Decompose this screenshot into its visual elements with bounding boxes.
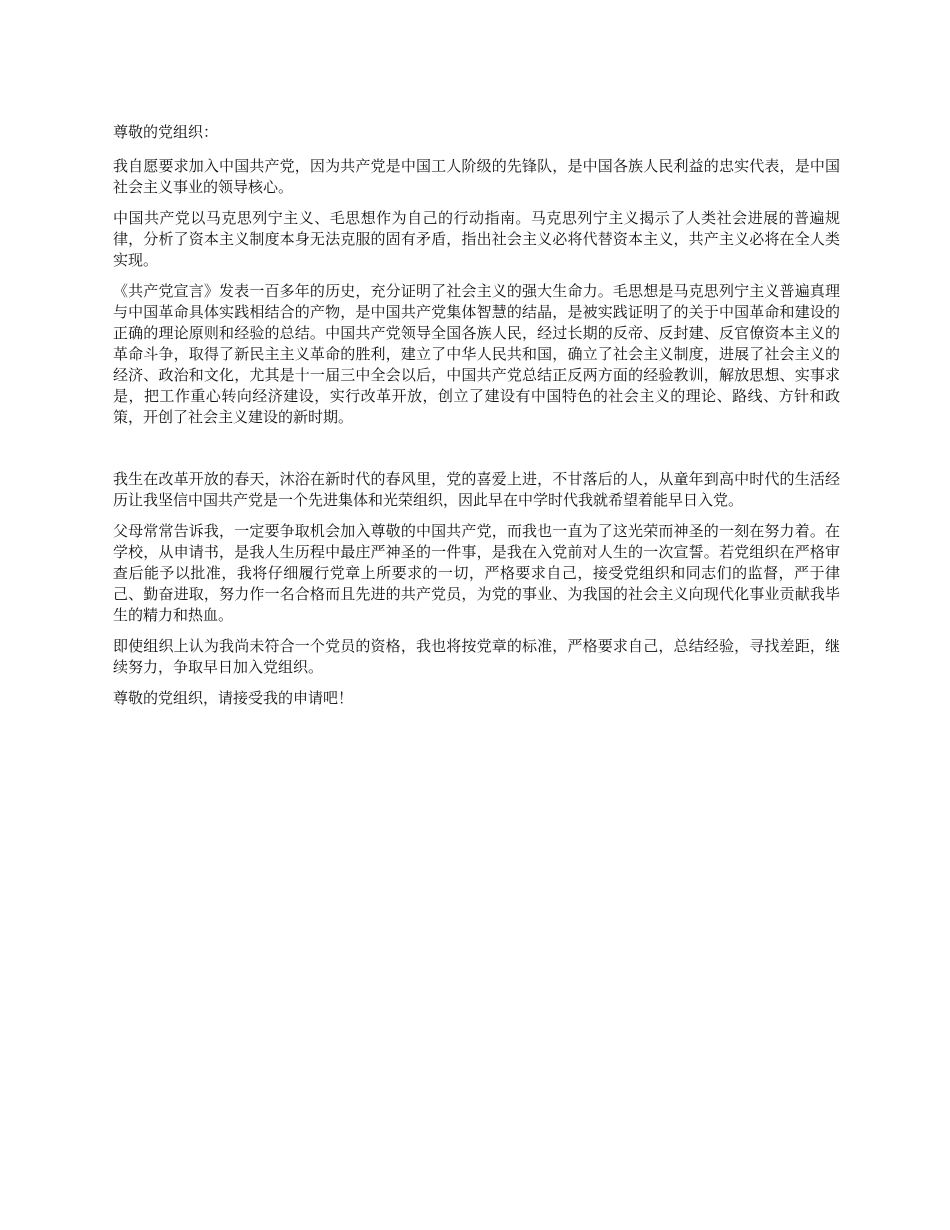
paragraph-5: 父母常常告诉我，一定要争取机会加入尊敬的中国共产党，而我也一直为了这光荣而神圣的一刻在努力着。在学校，从申请书，是我人生历程中最庄严神圣的一件事，是我在入党前对人生的一次宣誓。若党组织在严格审查后能予以批准，我将仔细履行党章上所要求的一切，严格要求自己，接受党组织和同志们的监督，严于律己、勤奋进取，努力作一名合格而且先进的共产党员，为党的事业、为我国的社会主义向现代化事业贡献我毕生的精力和热血。 xyxy=(113,522,840,624)
closing-line: 尊敬的党组织，请接受我的申请吧！ xyxy=(113,689,354,707)
paragraph-3: 《共产党宣言》发表一百多年的历史，充分证明了社会主义的强大生命力。毛思想是马克思列宁主义普遍真理与中国革命具体实践相结合的产物，是中国共产党集体智慧的结晶，是被实践证明了的关于中国革命和建设的正确的理论原则和经验的总结。中国共产党领导全国各族人民，经过长期的反帝、反封建、反官僚资本主义的革命斗争，取得了新民主主义革命的胜利，建立了中华人民共和国，确立了社会主义制度，进展了社会主义的经济、政治和文化，尤其是十一届三中全会以后，中国共产党总结正反两方面的经验教训，解放思想、实事求是，把工作重心转向经济建设，实行改革开放，创立了建设有中国特色的社会主义的理论、路线、方针和政策，开创了社会主义建设的新时期。 xyxy=(113,282,840,426)
paragraph-6: 即使组织上认为我尚未符合一个党员的资格，我也将按党章的标准，严格要求自己，总结经验，寻找差距，继续努力，争取早日加入党组织。 xyxy=(113,637,840,676)
paragraph-2: 中国共产党以马克思列宁主义、毛思想作为自己的行动指南。马克思列宁主义揭示了人类社会进展的普遍规律，分析了资本主义制度本身无法克服的固有矛盾，指出社会主义必将代替资本主义，共产主义必将在全人类实现。 xyxy=(113,209,840,269)
letter-body xyxy=(113,122,840,719)
paragraph-1: 我自愿要求加入中国共产党，因为共产党是中国工人阶级的先锋队，是中国各族人民利益的忠实代表，是中国社会主义事业的领导核心。 xyxy=(113,157,840,196)
greeting: 尊敬的党组织： xyxy=(113,123,219,141)
section-gap xyxy=(113,438,840,469)
paragraph-4: 我生在改革开放的春天，沐浴在新时代的春风里，党的喜爱上进，不甘落后的人，从童年到高中时代的生活经历让我坚信中国共产党是一个先进集体和光荣组织，因此早在中学时代我就希望着能早日入党。 xyxy=(113,470,840,509)
